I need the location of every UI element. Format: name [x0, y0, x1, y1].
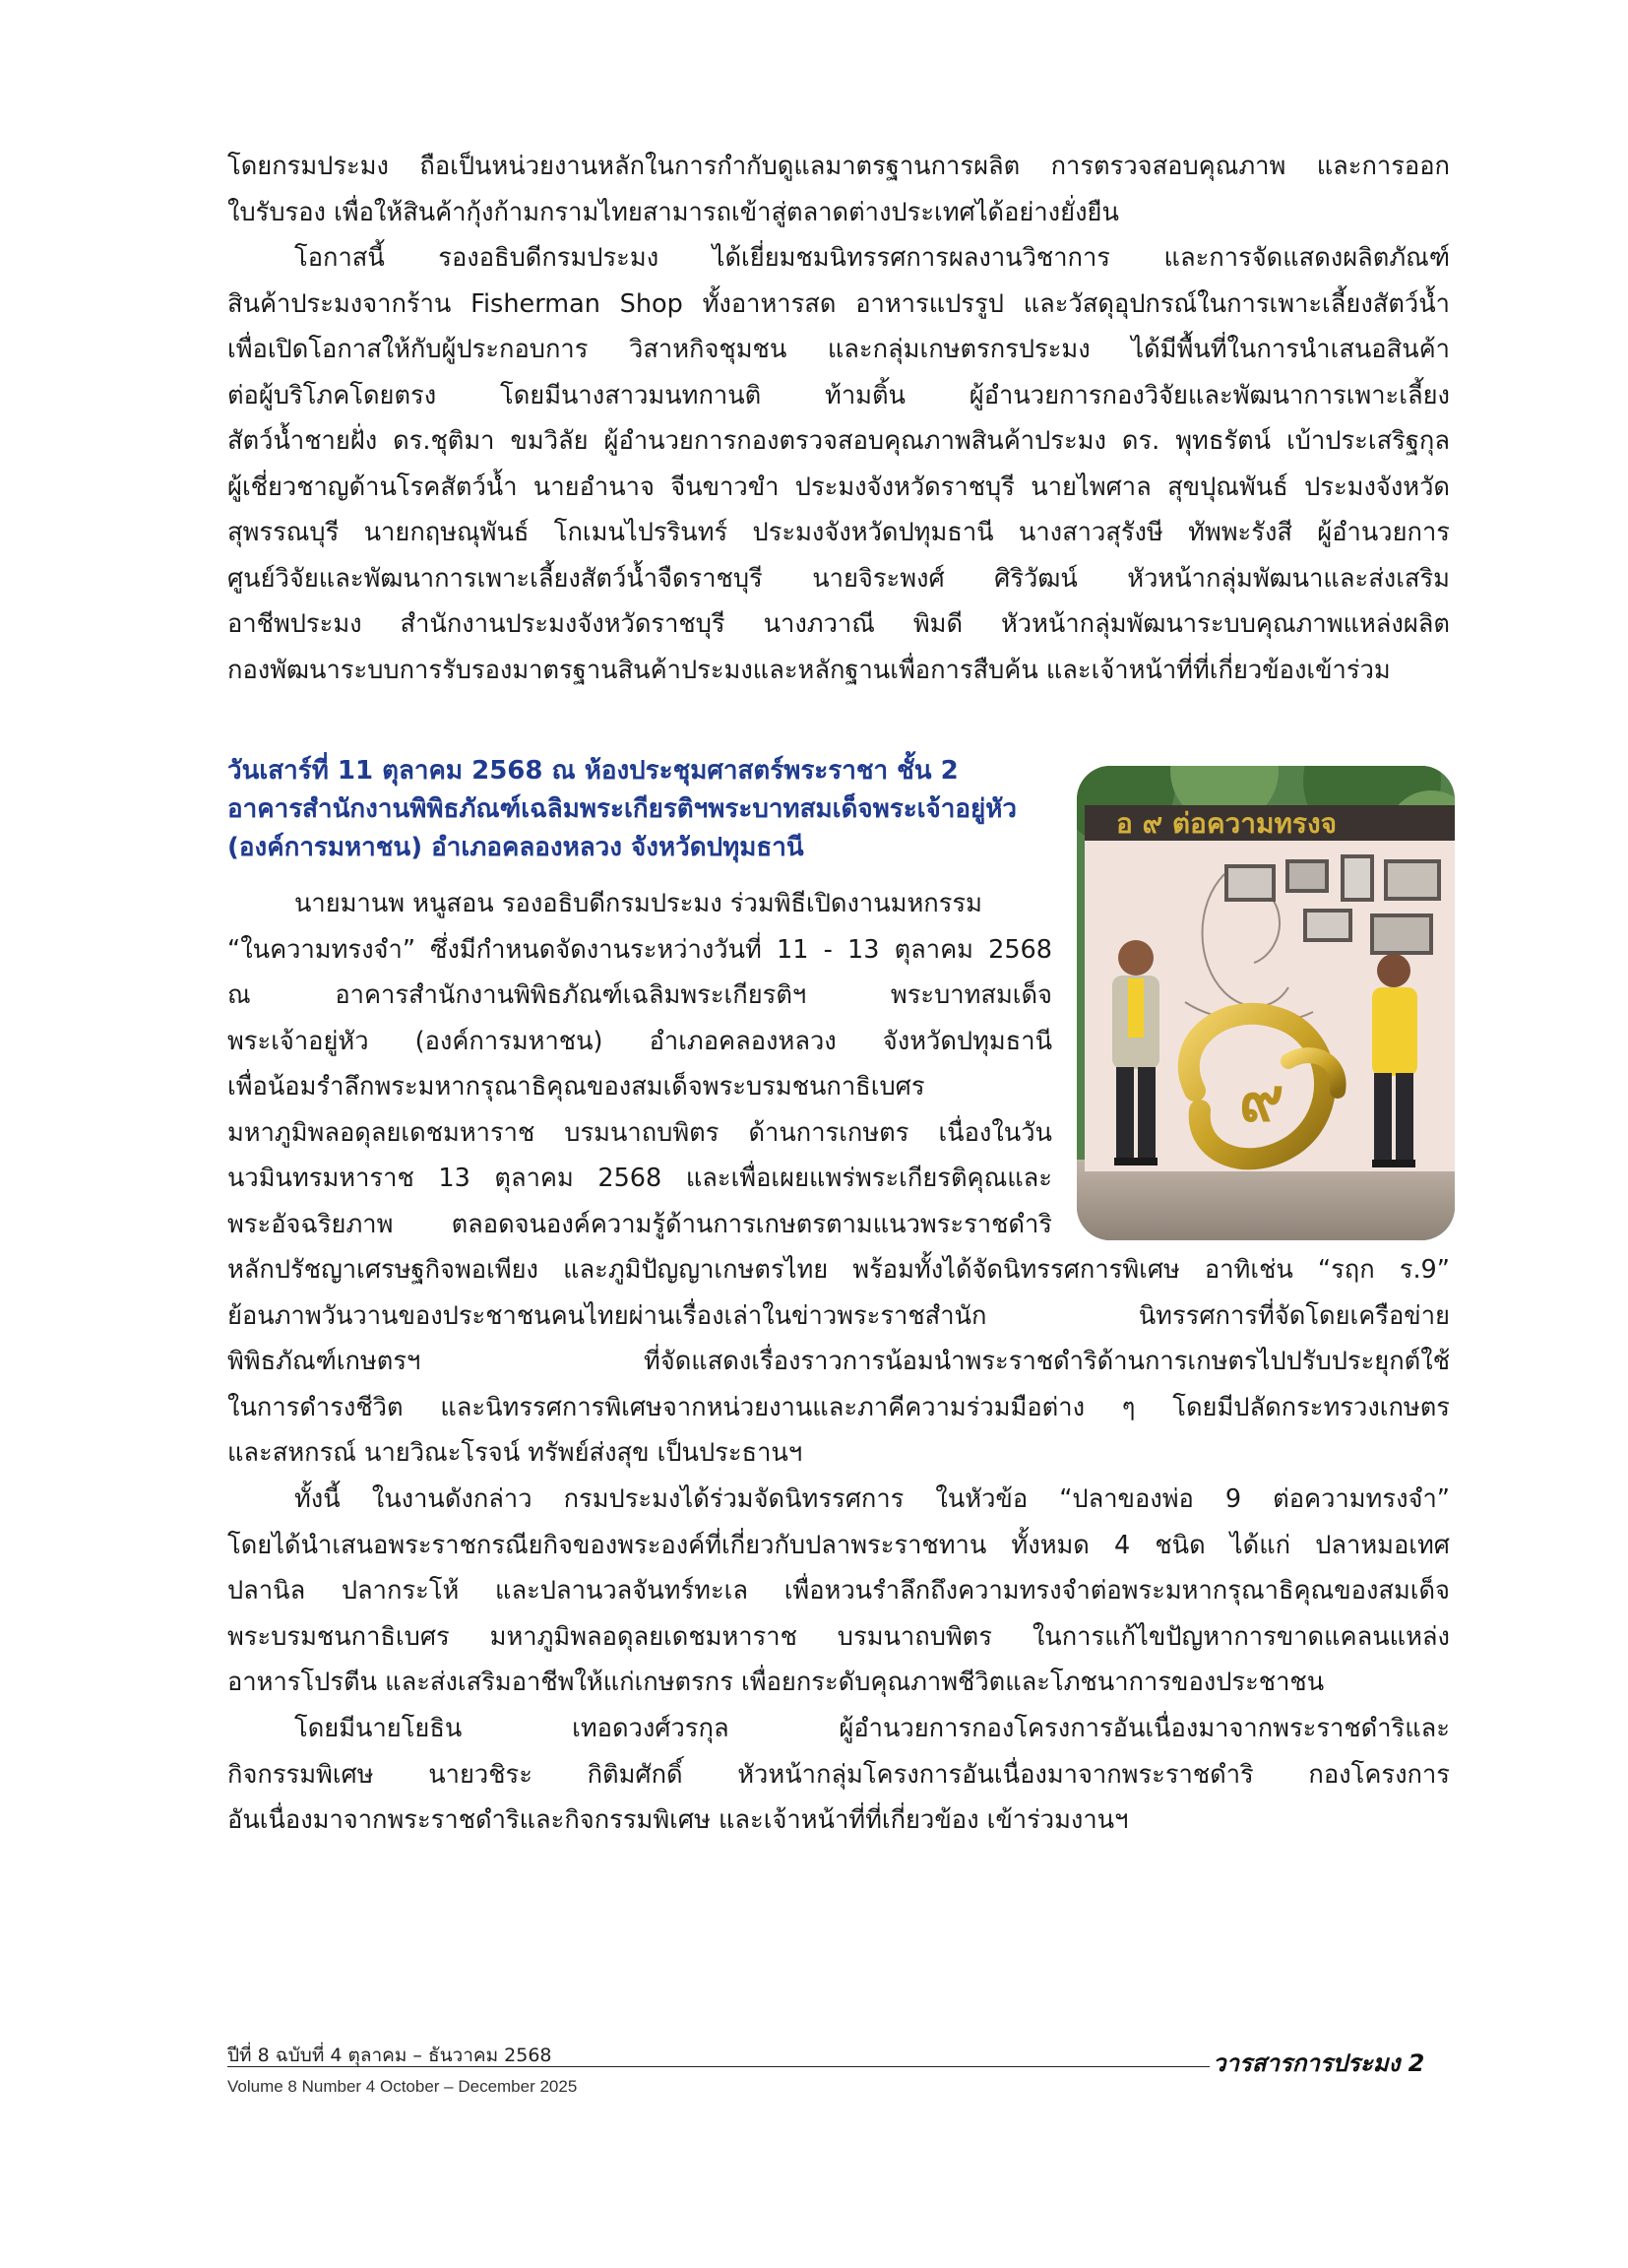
text-line: เพื่อน้อมรำลึกพระมหากรุณาธิคุณของสมเด็จพระบรมชนกาธิเบศร [227, 1072, 925, 1102]
text-line: เพื่อเปิดโอกาสให้กับผู้ประกอบการ วิสาหกิจชุมชน และกลุ่มเกษตรกรประมง ได้มีพื้นที่ในการนำเสนอสินค้า [227, 335, 1450, 364]
text-line: โดยกรมประมง ถือเป็นหน่วยงานหลักในการกำกับดูแลมาตรฐานการผลิต การตรวจสอบคุณภาพ และการออก [227, 152, 1450, 181]
exhibit-banner-text: อ ๙ ต่อความทรงจ [1116, 807, 1338, 840]
text-line: พิพิธภัณฑ์เกษตรฯ ที่จัดแสดงเรื่องราวการน้อมนำพระราชดำริด้านการเกษตรไปปรับประยุกต์ใช้ [227, 1347, 1450, 1376]
text-line: พระบรมชนกาธิเบศร มหาภูมิพลอดุลยเดชมหาราช บรมนาถบพิตร ในการแก้ไขปัญหาการขาดแคลนแหล่ง [227, 1621, 1450, 1652]
footer-issue-english: Volume 8 Number 4 October – December 2025 [227, 2077, 578, 2096]
text-line: ศูนย์วิจัยและพัฒนาการเพาะเลี้ยงสัตว์น้ำจืดราชบุรี นายจิระพงศ์ ศิริวัฒน์ หัวหน้ากลุ่มพัฒนาและส่งเสริม [227, 563, 1450, 594]
text-line: อันเนื่องมาจากพระราชดำริและกิจกรรมพิเศษ และเจ้าหน้าที่ที่เกี่ยวข้อง เข้าร่วมงานฯ [227, 1805, 1129, 1835]
text-line: นวมินทรมหาราช 13 ตุลาคม 2568 และเพื่อเผยแพร่พระเกียรติคุณและ [227, 1164, 1052, 1193]
intro-paragraph [227, 144, 1450, 235]
attendees-paragraph [227, 1706, 1450, 1844]
text-line: ปลานิล ปลากระโห้ และปลานวลจันทร์ทะเล เพื่อหวนรำลึกถึงความทรงจำต่อพระมหากรุณาธิคุณของสมเด็จ [227, 1576, 1450, 1606]
ceremony-paragraph-continued [227, 1247, 1450, 1477]
text-line: ทั้งนี้ ในงานดังกล่าว กรมประมงได้ร่วมจัดนิทรรศการ ในหัวข้อ “ปลาของพ่อ 9 ต่อความทรงจำ” [294, 1484, 1450, 1514]
exhibition-paragraph [227, 1477, 1450, 1706]
text-line: และสหกรณ์ นายวิณะโรจน์ ทรัพย์ส่งสุข เป็นประธานฯ [227, 1438, 803, 1468]
text-line: กองพัฒนาระบบการรับรองมาตรฐานสินค้าประมงและหลักฐานเพื่อการสืบค้น และเจ้าหน้าที่ที่เกี่ยวข้องเข้าร่วม [227, 655, 1391, 685]
heading-line: วันเสาร์ที่ 11 ตุลาคม 2568 ณ ห้องประชุมศาสตร์พระราชา ชั้น 2 [227, 756, 959, 786]
text-line: สุพรรณบุรี นายกฤษณุพันธ์ โกเมนไปรรินทร์ ประมงจังหวัดปทุมธานี นางสาวสุรังษี ทัพพะรังสี ผู้อำนวยการ [227, 518, 1450, 547]
text-line: หลักปรัชญาเศรษฐกิจพอเพียง และภูมิปัญญาเกษตรไทย พร้อมทั้งได้จัดนิทรรศการพิเศษ อาทิเช่น “รฤก ร.9” [227, 1255, 1450, 1285]
text-line: ย้อนภาพวันวานของประชาชนคนไทยผ่านเรื่องเล่าในข่าวพระราชสำนัก นิทรรศการที่จัดโดยเครือข่าย [227, 1300, 1450, 1331]
text-line: ต่อผู้บริโภคโดยตรง โดยมีนางสาวมนทกานติ ท้ามติ้น ผู้อำนวยการกองวิจัยและพัฒนาการเพาะเลี้ยง [227, 380, 1450, 410]
text-line: สินค้าประมงจากร้าน Fisherman Shop ทั้งอาหารสด อาหารแปรรูป และวัสดุอุปกรณ์ในการเพาะเลี้ยงสัตว์น้ำ [227, 288, 1450, 319]
event-heading [227, 752, 1054, 867]
text-line: นายมานพ หนูสอน รองอธิบดีกรมประมง ร่วมพิธีเปิดงานมหกรรม [294, 889, 982, 918]
event-photo [1077, 766, 1455, 1240]
photo-illustration [1077, 766, 1455, 1240]
visit-paragraph [227, 235, 1450, 693]
text-line: ณ อาคารสำนักงานพิพิธภัณฑ์เฉลิมพระเกียรติฯ พระบาทสมเด็จ [227, 980, 1052, 1010]
heading-line: (องค์การมหาชน) อำเภอคลองหลวง จังหวัดปทุมธานี [227, 833, 804, 862]
text-line: พระเจ้าอยู่หัว (องค์การมหาชน) อำเภอคลองหลวง จังหวัดปทุมธานี [227, 1026, 1052, 1056]
text-line: โอกาสนี้ รองอธิบดีกรมประมง ได้เยี่ยมชมนิทรรศการผลงานวิชาการ และการจัดแสดงผลิตภัณฑ์ [294, 243, 1450, 273]
emblem-numeral: ๙ [1239, 1063, 1284, 1135]
ceremony-paragraph [227, 881, 1052, 1247]
heading-line: อาคารสำนักงานพิพิธภัณฑ์เฉลิมพระเกียรติฯพระบาทสมเด็จพระเจ้าอยู่หัว [227, 794, 1017, 824]
text-line: สัตว์น้ำชายฝั่ง ดร.ชุติมา ขมวิลัย ผู้อำนวยการกองตรวจสอบคุณภาพสินค้าประมง ดร. พุทธรัตน์ เบ้าประเสริฐกุล [227, 426, 1450, 456]
footer-divider [227, 2066, 1210, 2067]
footer-journal-title: วารสารการประมง 2 [1213, 2049, 1425, 2077]
footer-issue-thai: ปีที่ 8 ฉบับที่ 4 ตุลาคม – ธันวาคม 2568 [227, 2045, 552, 2066]
text-line: พระอัจฉริยภาพ ตลอดจนองค์ความรู้ด้านการเกษตรตามแนวพระราชดำริ [227, 1209, 1052, 1239]
text-line: ผู้เชี่ยวชาญด้านโรคสัตว์น้ำ นายอำนาจ จีนขาวขำ ประมงจังหวัดราชบุรี นายไพศาล สุขปุณพันธ์ ประมงจังหวัด [227, 472, 1450, 502]
text-line: อาชีพประมง สำนักงานประมงจังหวัดราชบุรี นางภวาณี พิมดี หัวหน้ากลุ่มพัฒนาระบบคุณภาพแหล่งผลิต [227, 609, 1450, 639]
text-line: ใบรับรอง เพื่อให้สินค้ากุ้งก้ามกรามไทยสามารถเข้าสู่ตลาดต่างประเทศได้อย่างยั่งยืน [227, 197, 1119, 227]
text-line: โดยได้นำเสนอพระราชกรณียกิจของพระองค์ที่เกี่ยวกับปลาพระราชทาน ทั้งหมด 4 ชนิด ได้แก่ ปลาหมอเทศ [227, 1530, 1450, 1560]
text-line: “ในความทรงจำ” ซึ่งมีกำหนดจัดงานระหว่างวันที่ 11 - 13 ตุลาคม 2568 [227, 934, 1052, 965]
text-line: โดยมีนายโยธิน เทอดวงศ์วรกุล ผู้อำนวยการกองโครงการอันเนื่องมาจากพระราชดำริและ [294, 1714, 1450, 1743]
text-line: อาหารโปรตีน และส่งเสริมอาชีพให้แก่เกษตรกร เพื่อยกระดับคุณภาพชีวิตและโภชนาการของประชาชน [227, 1668, 1325, 1697]
text-line: มหาภูมิพลอดุลยเดชมหาราช บรมนาถบพิตร ด้านการเกษตร เนื่องในวัน [227, 1117, 1052, 1148]
text-line: กิจกรรมพิเศษ นายวชิระ กิติมศักดิ์ หัวหน้ากลุ่มโครงการอันเนื่องมาจากพระราชดำริ กองโครงการ [227, 1759, 1450, 1790]
text-line: ในการดำรงชีวิต และนิทรรศการพิเศษจากหน่วยงานและภาคีความร่วมมือต่าง ๆ โดยมีปลัดกระทรวงเกษตร [227, 1392, 1450, 1422]
